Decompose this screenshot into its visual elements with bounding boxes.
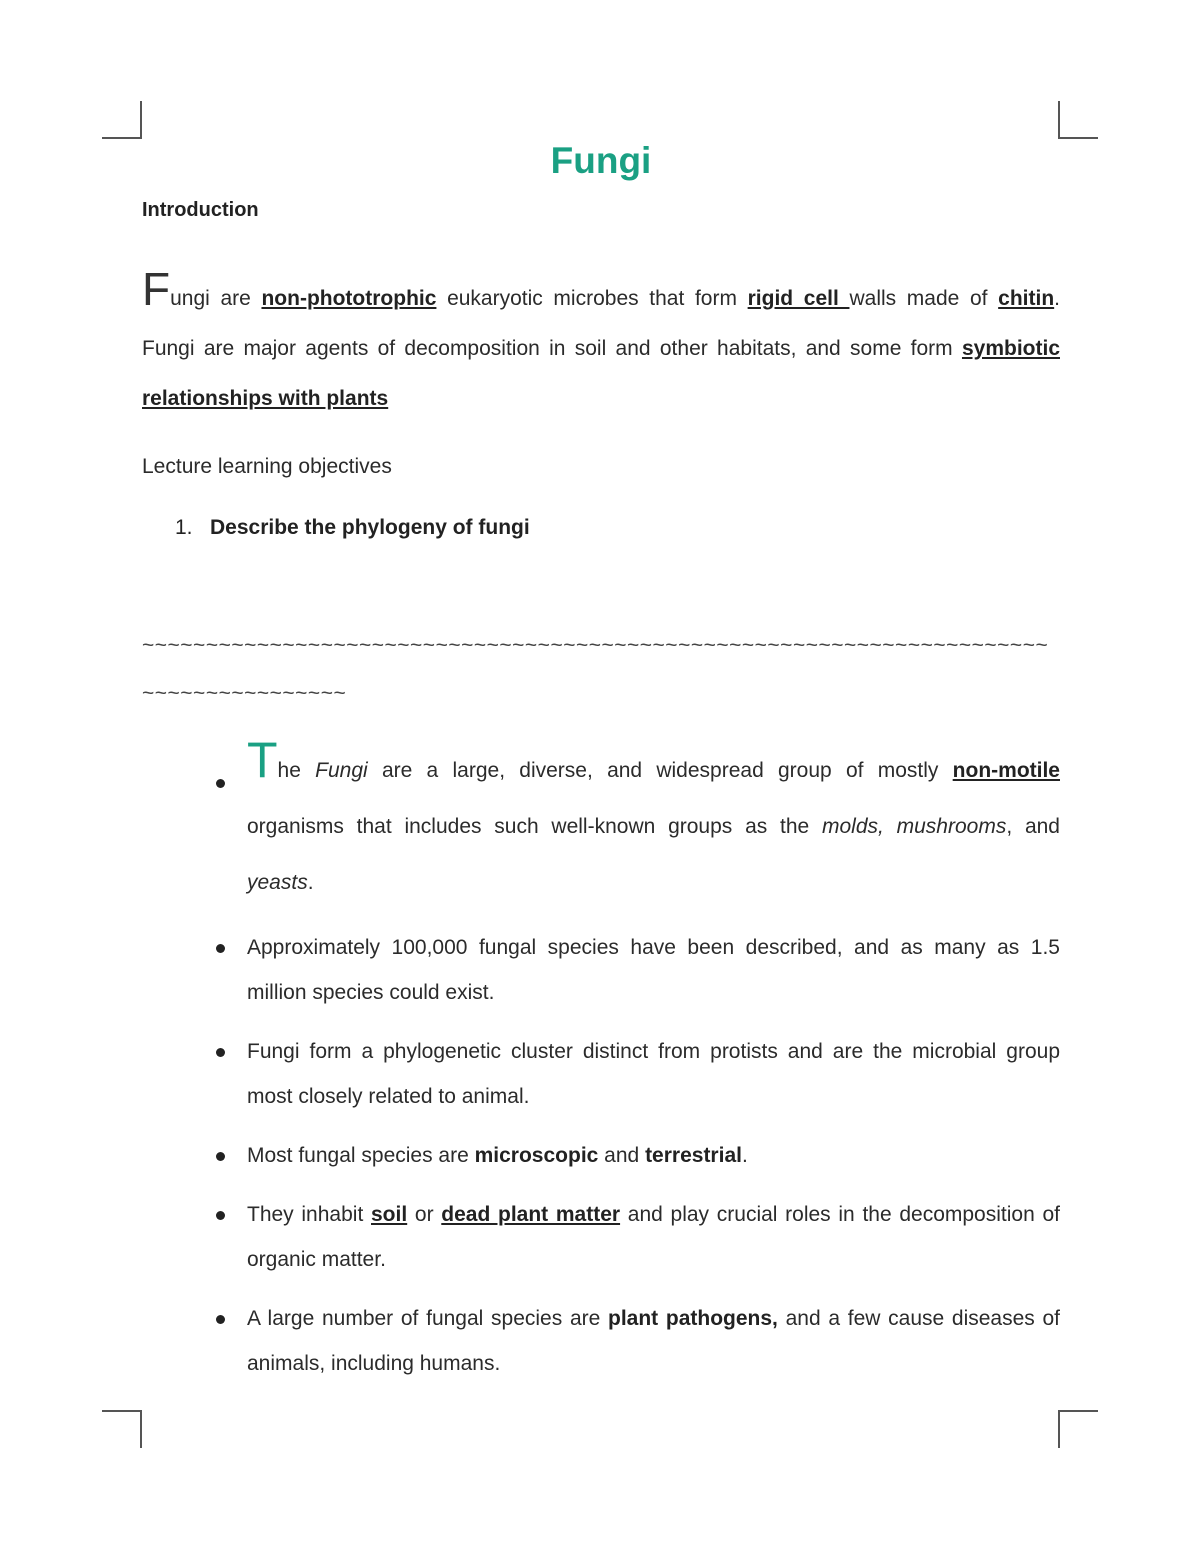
text: organisms that includes such well-known groups as the xyxy=(247,815,822,838)
list-item xyxy=(142,732,1060,911)
objective-number: 1. xyxy=(175,516,193,539)
list-item xyxy=(142,925,1060,1015)
keyword-non-phototrophic: non-phototrophic xyxy=(261,287,437,310)
text: and xyxy=(598,1144,646,1167)
text: . xyxy=(307,871,314,894)
drop-cap: F xyxy=(142,263,171,315)
text: or xyxy=(407,1203,442,1226)
intro-paragraph xyxy=(142,263,1060,424)
text: . xyxy=(741,1144,748,1167)
italic-text: molds, mushrooms xyxy=(822,815,1007,838)
text: and play crucial roles in the decomposition of organic matter. xyxy=(247,1203,1060,1271)
document-title: Fungi xyxy=(550,140,652,181)
keyword-rigid-cell: rigid cell xyxy=(747,287,850,310)
keyword-non-motile: non-motile xyxy=(952,759,1060,782)
text: eukaryotic microbes that form xyxy=(436,287,748,310)
italic-text: Fungi xyxy=(315,759,368,782)
text: A large number of fungal species are xyxy=(247,1307,609,1330)
bullet-icon xyxy=(216,1211,225,1220)
text: are a large, diverse, and widespread group of mostly xyxy=(367,759,953,782)
keyword-chitin: chitin xyxy=(998,287,1055,310)
keyword-microscopic: microscopic xyxy=(474,1144,599,1167)
text: walls made of xyxy=(849,287,999,310)
keyword-terrestrial: terrestrial xyxy=(645,1144,742,1167)
objectives-list xyxy=(175,516,530,540)
bullet-icon xyxy=(216,1315,225,1324)
objectives-heading: Lecture learning objectives xyxy=(142,455,392,478)
bullet-icon xyxy=(216,1152,225,1161)
list-item xyxy=(142,1029,1060,1119)
intro-heading: Introduction xyxy=(142,199,259,221)
text: he xyxy=(277,759,316,782)
text: Fungi form a phylogenetic cluster distinct from protists and are the microbial group most closely related to animal. xyxy=(247,1040,1060,1108)
bullet-list xyxy=(142,732,1061,1400)
text: Approximately 100,000 fungal species have been described, and as many as 1.5 million species could exist. xyxy=(247,936,1060,1004)
keyword-symbiotic: symbiotic relationships with plants xyxy=(142,337,1060,410)
text: They inhabit xyxy=(247,1203,371,1226)
keyword-plant-pathogens: plant pathogens, xyxy=(608,1307,778,1330)
text: . Fungi are major agents of decomposition in soil and other habitats, and some form xyxy=(142,287,1060,360)
list-item xyxy=(142,1133,1060,1178)
objective-text: Describe the phylogeny of fungi xyxy=(210,516,530,539)
objective-item xyxy=(175,516,530,540)
italic-text: yeasts xyxy=(247,871,308,894)
bullet-icon xyxy=(216,944,225,953)
text: Most fungal species are xyxy=(247,1144,475,1167)
bullet-icon xyxy=(216,779,225,788)
list-item xyxy=(142,1192,1060,1282)
keyword-dead-plant-matter: dead plant matter xyxy=(441,1203,621,1226)
list-item xyxy=(142,1296,1060,1386)
text: , and xyxy=(1006,815,1060,838)
tilde-separator: ~~~~~~~~~~~~~~~~~~~~~~~~~~~~~~~~~~~~~~~~~~~~~~~~~~~~~~~~~~~~~~~~~~~~~~~~~~~~~~~~~~~~~~~ xyxy=(142,634,1049,705)
drop-cap: T xyxy=(247,732,278,788)
text: and a few cause diseases of animals, including humans. xyxy=(247,1307,1061,1375)
keyword-soil: soil xyxy=(371,1203,408,1226)
bullet-icon xyxy=(216,1048,225,1057)
text: ungi are xyxy=(170,287,262,310)
